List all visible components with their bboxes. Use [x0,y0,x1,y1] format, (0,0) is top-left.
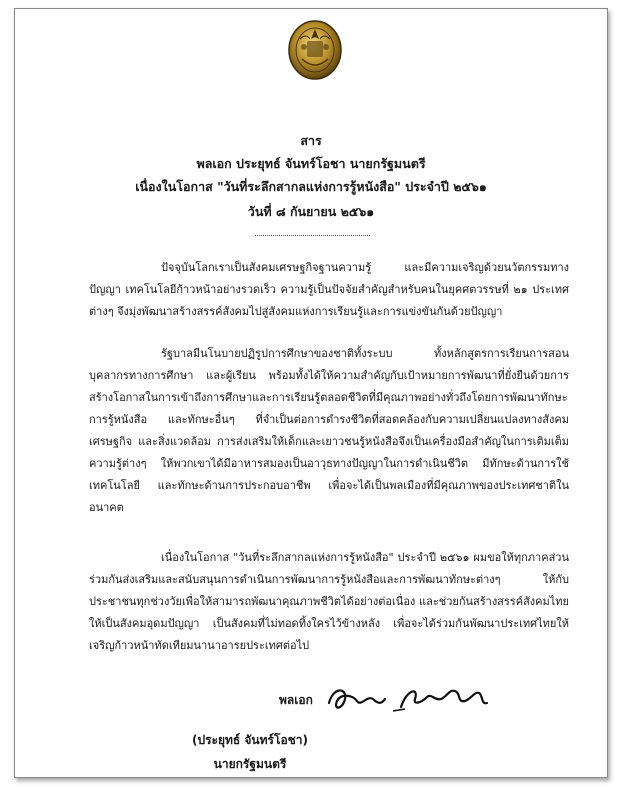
government-seal-emblem-icon [286,19,344,81]
date-line: วันที่ ๘ กันยายน ๒๕๖๑ [247,204,375,219]
signatory-name: (ประยุทธ์ จันทร์โอชา) [191,733,309,747]
occasion-line: เนื่องในโอกาส "วันที่ระลึกสากลแห่งการรู้หนังสือ" ประจำปี ๒๕๖๑ [135,179,487,194]
signatory-position: นายกรัฐมนตรี [213,757,287,771]
signature-block [265,681,525,721]
author-line: พลเอก ประยุทธ์ จันทร์โอชา นายกรัฐมนตรี [196,156,426,171]
divider [255,235,370,236]
paragraph-2: รัฐบาลมีนโนบายปฏิรูปการศึกษาของชาติทั้งระบบ ทั้งหลักสูตรการเรียนการสอน บุคลากรทางการศึกษา และผู้เรียน พร้อมทั้งได้ให้ความสำคัญกับเป้าหมายการพัฒนาที่ยั่งยืนด้วยการสร้างโอกาสในการเข้าถึงการศึกษาและการเรียนรู้ตลอดชีวิตที่มีคุณภาพอย่างทั่วถึงโดยการพัฒนาทักษะการรู้หนังสือ และทักษะอื่นๆ ที่จำเป็นต่อการดำรงชีวิตที่สอดคล้องกับความเปลี่ยนแปลงทางสังคม เศรษฐกิจ และสิ่งแวดล้อม การส่งเสริมให้เด็กและเยาวชนรู้หนังสือจึงเป็นเครื่องมือสำคัญในการเติมเต็มความรู้ต่างๆ ให้พวกเขาได้มีอาหารสมองเป็นอาวุธทางปัญญาในการดำเนินชีวิต มีทักษะด้านการใช้เทคโนโลยี และทักษะด้านการประกอบอาชีพ เพื่อจะได้เป็นพลเมืองที่มีคุณภาพของประเทศชาติในอนาคต [89,347,569,514]
handwritten-signature [323,681,503,717]
paragraph-3: เนื่องในโอกาส "วันที่ระลึกสากลแห่งการรู้หนังสือ" ประจำปี ๒๕๖๑ ผมขอให้ทุกภาคส่วนร่วมกันส่งเสริมและสนับสนุนการดำเนินการพัฒนาการรู้หนังสือและการพัฒนาทักษะต่างๆ ให้กับประชาชนทุกช่วงวัยเพื่อให้สามารถพัฒนาคุณภาพชีวิตได้อย่างต่อเนื่อง และช่วยกันสร้างสรรค์สังคมไทยให้เป็นสังคมอุดมปัญญา เป็นสังคมที่ไม่ทอดทิ้งใครไว้ข้างหลัง เพื่อจะได้ร่วมกันพัฒนาประเทศไทยให้เจริญก้าวหน้าทัดเทียมนานาอารยประเทศต่อไป [89,551,569,652]
letter-page [14,8,608,778]
letter-title: สาร [300,133,322,148]
signature-rank: พลเอก [279,693,313,707]
paragraph-1: ปัจจุบันโลกเราเป็นสังคมเศรษฐกิจฐานความรู้ และมีความเจริญด้วยนวัตกรรมทางปัญญา เทคโนโลยีก้าวหน้าอย่างรวดเร็ว ความรู้เป็นปัจจัยสำคัญสำหรับคนในยุคศตวรรษที่ ๒๑ ประเทศต่างๆ จึงมุ่งพัฒนาสร้างสรรค์สังคมไปสู่สังคมแห่งการเรียนรู้และการแข่งขันกันด้วยปัญญา [89,261,569,318]
